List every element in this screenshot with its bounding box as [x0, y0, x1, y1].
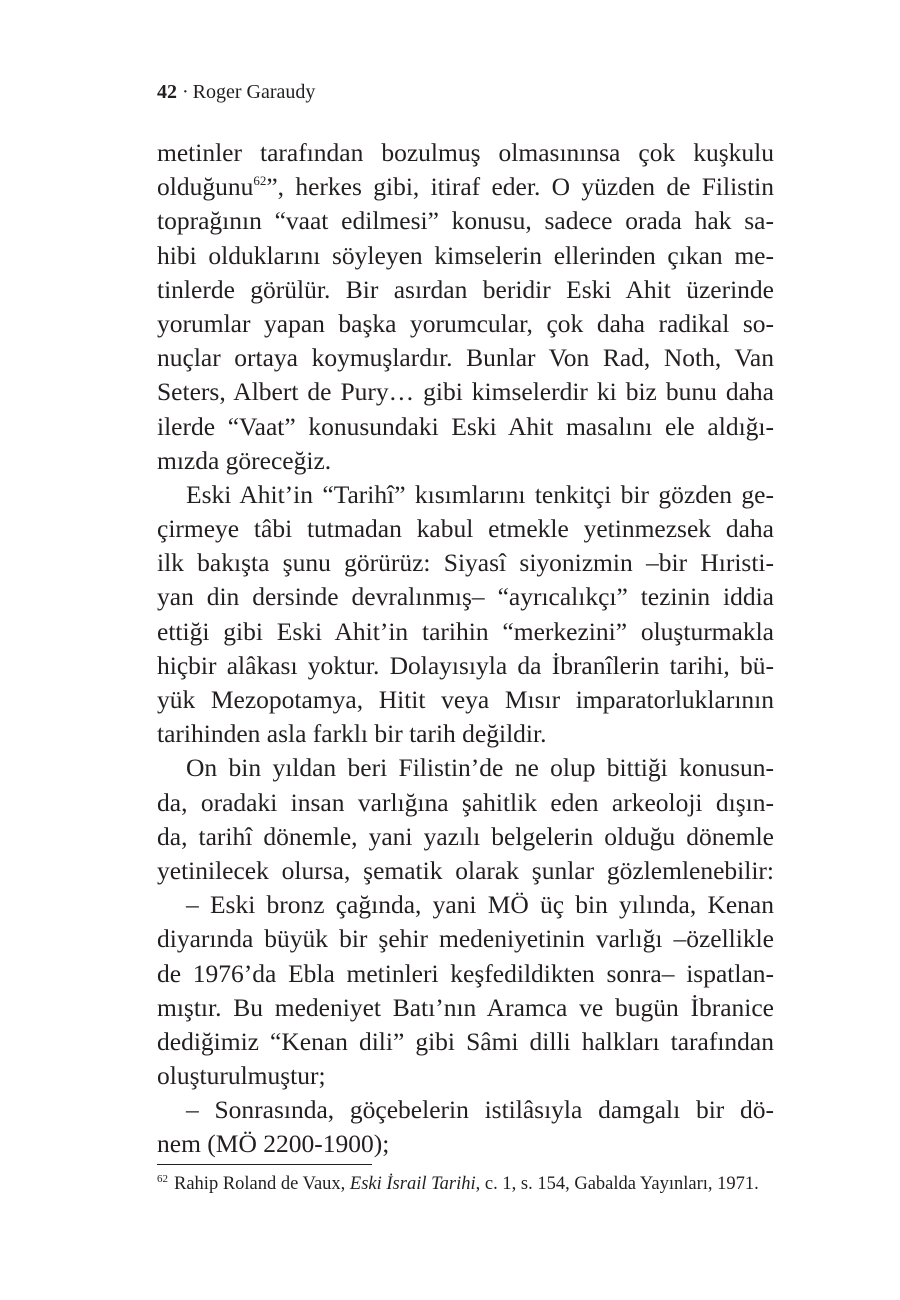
text-line: mıştır. Bu medeniyet Batı’nın Aramca ve bugün İbranice — [157, 992, 774, 1022]
text-line: da, oradaki insan varlığına şahitlik eden arkeoloji dışın- — [157, 787, 774, 817]
running-head-author: Roger Garaudy — [192, 81, 316, 103]
text-line: çirmeye tâbi tutmadan kabul etmekle yetinmezsek daha — [157, 514, 774, 544]
text-line: metinler tarafından bozulmuş olmasınınsa çok kuşkulu — [157, 138, 774, 167]
text-line: ettiği gibi Eski Ahit’in tarihin “merkezini” oluşturmakla — [157, 616, 774, 646]
text-line: – Sonrasında, göçebelerin istilâsıyla damgalı bir dö- — [186, 1095, 774, 1125]
text-line: da, tarihî dönemle, yani yazılı belgelerin olduğu dönemle — [157, 821, 774, 851]
text-line: ilerde “Vaat” konusundaki Eski Ahit masalını ele aldığı- — [157, 411, 774, 441]
text-line: hibi olduklarını söyleyen kimselerin ellerinden çıkan me- — [157, 240, 774, 270]
text-line: toprağının “vaat edilmesi” konusu, sadece orada hak sa- — [157, 206, 774, 236]
text-line: yan din dersinde devralınmış– “ayrıcalıkçı” tezinin iddia — [157, 582, 774, 612]
text-fragment: olduğunu — [157, 172, 254, 202]
text-line: mızda göreceğiz. — [157, 445, 332, 475]
running-head-separator: · — [182, 81, 189, 103]
text-line: Eski Ahit’in “Tarihî” kısımlarını tenkitçi bir gözden ge- — [186, 479, 774, 509]
footnote-text-before: Rahip Roland de Vaux, — [174, 1174, 350, 1194]
text-line — [157, 170, 774, 204]
text-line: – Eski bronz çağında, yani MÖ üç bin yılında, Kenan — [186, 890, 774, 920]
text-line: yük Mezopotamya, Hitit veya Mısır imparatorluklarının — [157, 685, 774, 714]
text-line: ilk bakışta şunu görürüz: Siyasî siyonizmin –bir Hıristi- — [157, 548, 774, 578]
text-line: yorumlar yapan başka yorumcular, çok daha radikal so- — [157, 308, 774, 338]
text-line: nuçlar ortaya koymuşlardır. Bunlar Von Rad, Noth, Van — [157, 343, 774, 373]
text-line: de 1976’da Ebla metinleri keşfedildikten sonra– ispatlan- — [157, 958, 774, 988]
page-number: 42 — [157, 81, 177, 103]
text-line: hiçbir alâkası yoktur. Dolayısıyla da İbranîlerin tarihi, bü- — [157, 650, 774, 680]
text-line: tarihinden asla farklı bir tarih değildir. — [157, 719, 547, 749]
text-line: oluşturulmuştur; — [157, 1061, 326, 1091]
footnote — [157, 1172, 797, 1196]
body-text — [157, 136, 774, 1162]
text-line: tinlerde görülür. Bir asırdan beridir Eski Ahit üzerinde — [157, 274, 774, 304]
text-line: yetinilecek olursa, şematik olarak şunlar gözlemlenebilir: — [157, 855, 774, 885]
footnote-divider — [157, 1164, 372, 1165]
text-line: Seters, Albert de Pury… gibi kimselerdir ki biz bunu daha — [157, 377, 774, 407]
footnote-book-title: Eski İsrail Tarihi — [349, 1174, 476, 1194]
text-line: On bin yıldan beri Filistin’de ne olup bittiği konusun- — [186, 753, 774, 783]
text-line: dediğimiz “Kenan dili” gibi Sâmi dilli halkları tarafından — [157, 1026, 774, 1056]
footnote-text-after: , c. 1, s. 154, Gabalda Yayınları, 1971. — [475, 1174, 759, 1194]
footnote-number: 62 — [157, 1173, 168, 1185]
text-fragment: ”, herkes gibi, itiraf eder. O yüzden de Filistin — [266, 172, 774, 202]
running-head — [157, 80, 315, 104]
text-line: nem (MÖ 2200-1900); — [157, 1129, 390, 1159]
footnote-reference[interactable]: 62 — [253, 173, 267, 189]
text-line: diyarında büyük bir şehir medeniyetinin varlığı –özellikle — [157, 924, 774, 954]
